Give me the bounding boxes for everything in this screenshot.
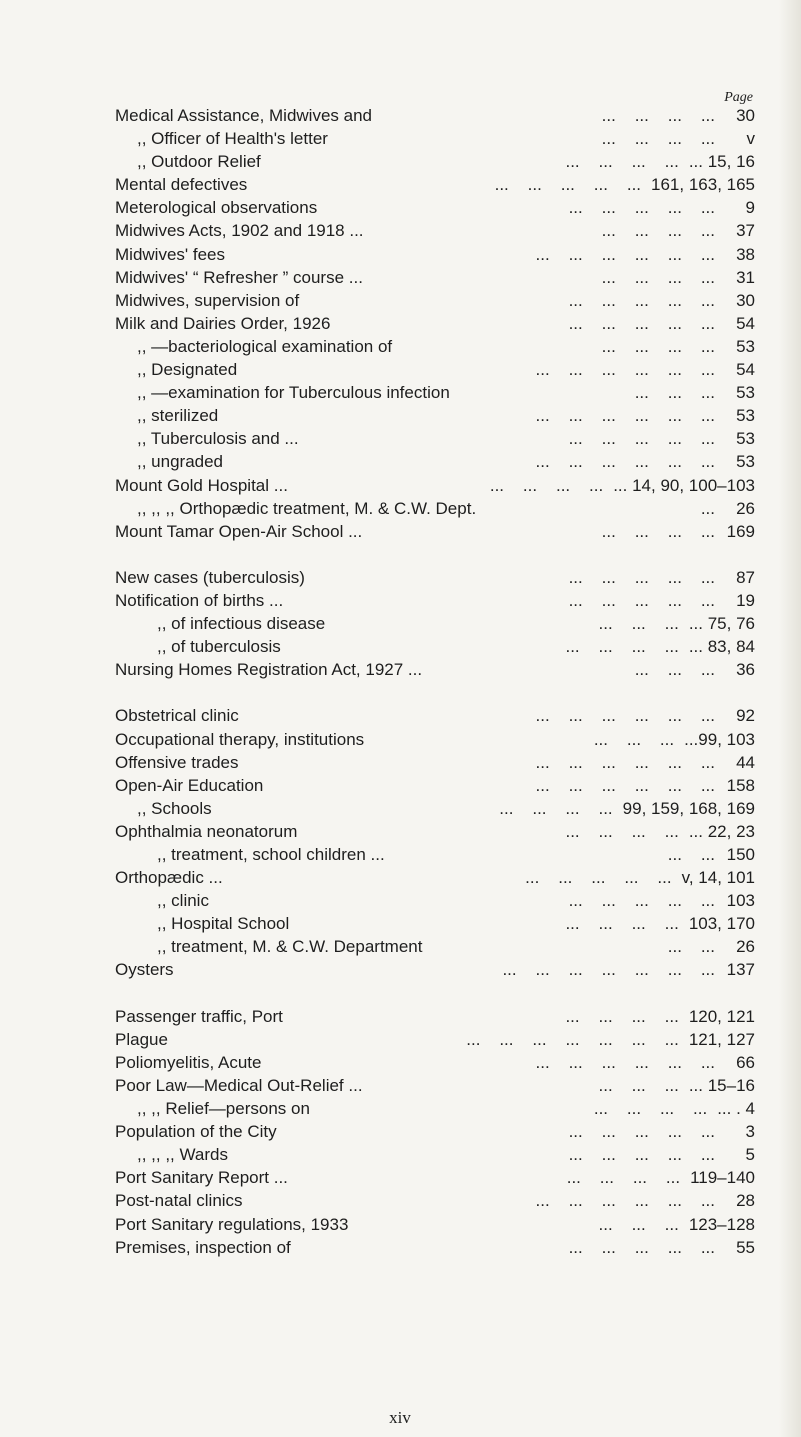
index-entry — [115, 104, 755, 127]
index-entry — [115, 289, 755, 312]
entry-label: Orthopædic ... — [115, 868, 223, 888]
entry-pages: 53 — [736, 336, 755, 356]
entry-label: Poliomyelitis, Acute — [115, 1052, 262, 1072]
entry-label: ,, Schools — [137, 798, 212, 818]
index-entry — [115, 266, 755, 289]
dot-leader: ... ... ... ... — [601, 106, 715, 125]
entry-label: ,, —examination for Tuberculous infection — [137, 383, 450, 403]
entry-label: Meterological observations — [115, 198, 318, 218]
index-list — [115, 104, 755, 1259]
entry-label: Port Sanitary regulations, 1933 — [115, 1214, 349, 1234]
index-entry — [115, 173, 755, 196]
entry-pages: 53 — [736, 383, 755, 403]
index-entry — [115, 1028, 755, 1051]
index-entry — [115, 1097, 755, 1120]
dot-leader: ... ... ... ... ... ... — [535, 406, 715, 426]
entry-label: ,, of infectious disease — [157, 614, 326, 634]
index-entry — [115, 612, 755, 635]
entry-pages: 137 — [726, 960, 755, 980]
entry-label: Ophthalmia neonatorum — [115, 821, 298, 841]
index-entry — [115, 497, 755, 520]
entry-pages: 31 — [736, 267, 755, 287]
entry-label: Midwives, supervision of — [115, 290, 300, 310]
index-entry — [115, 728, 755, 751]
index-entry — [115, 150, 755, 173]
dot-leader: ... ... ... ... ... ... — [535, 775, 715, 795]
dot-leader: ... ... ... — [593, 729, 675, 749]
entry-pages: ... 15, 16 — [688, 152, 755, 172]
entry-label: ,, —bacteriological examination of — [137, 336, 393, 356]
entry-pages: 54 — [736, 313, 755, 333]
entry-label: ,, ,, ,, Wards — [137, 1145, 228, 1165]
entry-pages: ... 22, 23 — [688, 821, 755, 841]
entry-label: Midwives' fees — [115, 244, 226, 264]
entry-pages: 19 — [736, 590, 755, 610]
index-entry — [115, 1189, 755, 1212]
entry-label: ,, Hospital School — [157, 914, 290, 934]
dot-leader: ... ... ... ... ... — [568, 313, 715, 333]
index-entry — [115, 381, 755, 404]
dot-leader: ... ... ... ... ... — [568, 290, 715, 310]
index-entry — [115, 820, 755, 843]
entry-label: Occupational therapy, institutions — [115, 729, 365, 749]
section-gap — [115, 681, 755, 704]
entry-label: ,, sterilized — [137, 406, 219, 426]
dot-leader: ... ... ... ... — [565, 637, 679, 657]
dot-leader: ... ... ... ... ... ... — [535, 244, 715, 264]
entry-pages: v, 14, 101 — [681, 868, 755, 888]
entry-label: Offensive trades — [115, 752, 239, 772]
dot-leader: ... ... ... ... ... — [568, 1237, 715, 1257]
dot-leader: ... ... ... ... ... — [568, 1122, 715, 1142]
dot-leader: ... ... ... ... — [565, 1006, 679, 1026]
entry-pages: 121, 127 — [688, 1029, 755, 1049]
index-entry — [115, 912, 755, 935]
entry-label: ,, ungraded — [137, 452, 224, 472]
dot-leader: ... ... ... ... — [601, 129, 715, 149]
entry-pages: 103, 170 — [688, 914, 755, 934]
dot-leader: ... ... ... ... — [601, 521, 715, 541]
dot-leader: ... ... ... ... ... ... — [535, 360, 715, 380]
dot-leader: ... ... ... ... ... ... — [535, 752, 715, 772]
entry-pages: 28 — [736, 1191, 755, 1211]
dot-leader: ... ... ... ... ... ... — [535, 1191, 715, 1211]
index-entry — [115, 635, 755, 658]
entry-pages: 92 — [736, 706, 755, 726]
section-gap — [115, 543, 755, 566]
entry-label: Passenger traffic, Port — [115, 1006, 283, 1026]
dot-leader: ... ... ... ... ... — [568, 1145, 715, 1165]
entry-pages: ... 15–16 — [688, 1075, 755, 1095]
entry-pages: ... . 4 — [717, 1099, 755, 1119]
index-entry — [115, 1143, 755, 1166]
entry-pages: 26 — [736, 937, 755, 957]
index-entry — [115, 843, 755, 866]
page-column-header: Page — [724, 90, 753, 105]
entry-label: ,, treatment, M. & C.W. Department — [157, 937, 423, 957]
dot-leader: ... ... ... — [634, 383, 715, 403]
index-entry — [115, 335, 755, 358]
index-entry — [115, 935, 755, 958]
dot-leader: ... ... ... ... ... ... ... — [466, 1029, 679, 1049]
index-entry — [115, 1005, 755, 1028]
entry-label: Oysters — [115, 960, 174, 980]
index-entry — [115, 958, 755, 981]
dot-leader: ... ... ... ... — [489, 475, 604, 495]
dot-leader: ... ... ... ... ... — [568, 567, 715, 587]
index-entry — [115, 196, 755, 219]
index-entry — [115, 219, 755, 242]
entry-label: ,, Tuberculosis and ... — [137, 429, 299, 449]
index-entry — [115, 450, 755, 473]
index-entry — [115, 427, 755, 450]
entry-label: Population of the City — [115, 1122, 277, 1142]
index-entry — [115, 404, 755, 427]
index-entry — [115, 1120, 755, 1143]
index-entry — [115, 866, 755, 889]
dot-leader: ... ... ... ... ... ... — [535, 1052, 715, 1072]
index-entry — [115, 1166, 755, 1189]
entry-pages: 3 — [745, 1122, 755, 1142]
dot-leader: ... ... ... — [598, 614, 679, 634]
dot-leader: ... — [700, 498, 715, 518]
dot-leader: ... ... ... ... ... — [568, 198, 715, 218]
entry-label: Mental defectives — [115, 175, 248, 195]
index-entry — [115, 589, 755, 612]
index-entry — [115, 658, 755, 681]
entry-pages: 158 — [726, 775, 755, 795]
dot-leader: ... ... ... ... — [601, 221, 715, 241]
dot-leader: ... ... ... ... ... — [568, 429, 715, 449]
dot-leader: ... ... ... ... — [565, 821, 679, 841]
index-entry — [115, 243, 755, 266]
index-entry — [115, 127, 755, 150]
entry-label: ,, Officer of Health's letter — [137, 129, 328, 149]
entry-label: Premises, inspection of — [115, 1237, 291, 1257]
index-entry — [115, 1051, 755, 1074]
entry-pages: 120, 121 — [688, 1006, 755, 1026]
entry-label: Plague — [115, 1029, 168, 1049]
entry-label: ,, ,, ,, Orthopædic treatment, M. & C.W. Dept. — [137, 498, 477, 518]
dot-leader: ... ... ... ... ... — [494, 175, 642, 195]
dot-leader: ... ... ... — [634, 660, 715, 680]
index-entry — [115, 520, 755, 543]
entry-pages: 103 — [726, 891, 755, 911]
dot-leader: ... ... ... ... — [565, 152, 679, 172]
index-entry — [115, 1213, 755, 1236]
entry-pages: 169 — [726, 521, 755, 541]
entry-pages: 30 — [736, 290, 755, 310]
entry-label: Midwives Acts, 1902 and 1918 ... — [115, 221, 364, 241]
index-entry — [115, 704, 755, 727]
entry-label: Open-Air Education — [115, 775, 264, 795]
dot-leader: ... ... ... ... ... ... ... — [502, 960, 715, 980]
entry-label: ,, Outdoor Relief — [137, 152, 261, 172]
entry-label: Port Sanitary Report ... — [115, 1168, 288, 1188]
dot-leader: ... ... ... ... ... — [525, 868, 672, 888]
entry-pages: ... 75, 76 — [688, 614, 755, 634]
dot-leader: ... ... ... ... ... ... — [535, 706, 715, 726]
entry-pages: 37 — [736, 221, 755, 241]
dot-leader: ... ... ... ... ... — [568, 891, 715, 911]
entry-pages: 53 — [736, 452, 755, 472]
entry-pages: 36 — [736, 660, 755, 680]
index-entry — [115, 358, 755, 381]
entry-label: Mount Gold Hospital ... — [115, 475, 288, 495]
dot-leader: ... ... ... ... ... — [568, 590, 715, 610]
entry-label: New cases (tuberculosis) — [115, 567, 305, 587]
entry-label: Mount Tamar Open-Air School ... — [115, 521, 363, 541]
dot-leader: ... ... — [667, 937, 715, 957]
dot-leader: ... ... ... ... — [601, 267, 715, 287]
entry-pages: 53 — [736, 406, 755, 426]
dot-leader: ... ... ... — [598, 1214, 679, 1234]
entry-pages: v — [746, 129, 755, 149]
entry-label: Poor Law—Medical Out-Relief ... — [115, 1075, 363, 1095]
section-gap — [115, 982, 755, 1005]
dot-leader: ... ... ... ... — [601, 336, 715, 356]
entry-pages: 53 — [736, 429, 755, 449]
dot-leader: ... ... ... ... — [499, 798, 613, 818]
entry-pages: ... 14, 90, 100–103 — [613, 475, 755, 495]
dot-leader: ... ... ... ... — [566, 1168, 681, 1188]
page-folio: xiv — [389, 1408, 411, 1427]
entry-pages: 38 — [736, 244, 755, 264]
entry-pages: 150 — [726, 845, 755, 864]
index-entry — [115, 474, 755, 497]
index-entry — [115, 774, 755, 797]
entry-pages: 66 — [736, 1052, 755, 1072]
entry-pages: 26 — [736, 498, 755, 518]
entry-pages: 30 — [736, 106, 755, 125]
entry-label: Notification of births ... — [115, 590, 284, 610]
entry-pages: 87 — [736, 567, 755, 587]
entry-label: ,, clinic — [157, 891, 209, 911]
index-entry — [115, 566, 755, 589]
index-entry — [115, 751, 755, 774]
entry-pages: 5 — [745, 1145, 755, 1165]
entry-label: Obstetrical clinic — [115, 706, 239, 726]
dot-leader: ... ... ... — [598, 1075, 679, 1095]
entry-label: Nursing Homes Registration Act, 1927 ... — [115, 660, 423, 680]
entry-label: ,, Designated — [137, 360, 238, 380]
index-entry — [115, 1074, 755, 1097]
dot-leader: ... ... ... ... ... ... — [535, 452, 715, 472]
dot-leader: ... ... ... ... — [593, 1099, 708, 1119]
entry-label: Midwives' “ Refresher ” course ... — [115, 267, 363, 287]
entry-pages: 161, 163, 165 — [651, 175, 755, 195]
entry-label: Milk and Dairies Order, 1926 — [115, 313, 331, 333]
entry-pages: 54 — [736, 360, 755, 380]
page-edge-shadow — [779, 0, 801, 1437]
entry-label: ,, of tuberculosis — [157, 637, 281, 657]
entry-pages: ... 83, 84 — [688, 637, 755, 657]
entry-pages: 119–140 — [690, 1168, 755, 1188]
index-entry — [115, 889, 755, 912]
entry-pages: 9 — [745, 198, 755, 218]
dot-leader: ... ... ... ... — [565, 914, 679, 934]
entry-pages: ...99, 103 — [684, 729, 755, 749]
index-entry — [115, 797, 755, 820]
entry-pages: 44 — [736, 752, 755, 772]
entry-pages: 55 — [736, 1237, 755, 1257]
entry-pages: 99, 159, 168, 169 — [622, 798, 755, 818]
entry-label: ,, ,, Relief—persons on — [137, 1099, 310, 1119]
entry-label: Post-natal clinics — [115, 1191, 243, 1211]
entry-label: ,, treatment, school children ... — [157, 845, 385, 864]
dot-leader: ... ... — [667, 845, 715, 864]
index-entry — [115, 1236, 755, 1259]
entry-label: Medical Assistance, Midwives and — [115, 106, 373, 125]
entry-pages: 123–128 — [688, 1214, 755, 1234]
index-entry — [115, 312, 755, 335]
